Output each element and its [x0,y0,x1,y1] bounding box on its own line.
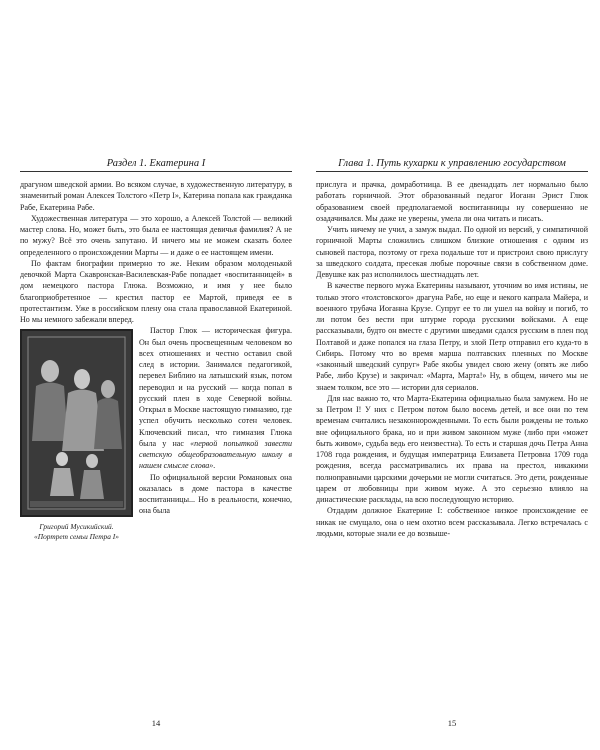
family-portrait-illustration [22,331,131,515]
portrait-figure [20,329,133,541]
paragraph: прислуга и прачка, домработница. В ее двенадцать лет нормально было работать горничной. Этот образованный педагог Иоганн Эрист Глюк образованием своей предполагаемой воспитанницы ну совершенно не озадачивался. Мы даже не уверены, умела ли она читать и писать. [316,180,588,223]
caption-author: Григорий Мусикийский. [39,522,114,532]
left-page-text [20,179,292,541]
page-number-right: 15 [447,718,457,728]
paragraph: Учить ничему не учил, а замуж выдал. По одной из версий, у симпатичной горничной Марты сложились слишком близкие отношения с одним из сыновей пастора, поэтому от греха подальше тот и пристроил свою прислугу за шведского солдата, пресекая любые порочные связи в собственном доме. Девушке как раз исполнилось шестнадцать лет. [316,225,588,279]
running-head-left: Раздел 1. Екатерина I [20,158,292,172]
quote: «первой попыткой завести светскую общеобразовательную школу в нашем смысле слова». [139,438,292,471]
page-number-left: 14 [151,718,161,728]
right-page-text [316,179,588,539]
running-head-right: Глава 1. Путь кухарки к управлению государством [316,158,588,172]
paragraph: В качестве первого мужа Екатерины называют, уточним во имя истины, не только этого «толстовского» драгуна Рабе, но еще и некого капрала Майера, и военного трубача Иоганна Крузе. Супруг ее то ли ушел на войну и погиб, то ли потом без вести при штурме города русскими войсками. А еще рассказывали, будто он вместе с другими шведами сдался русским в плен под Полтавой и даже попался на глаза Петру, и злой Петр отправил его куда-то в Сибирь. Потому что во время марша полтавских пленных по Москве «законный шведский супруг» Рабе якобы увидел свою жену (опять же либо Рабе, либо Крузе) и закричал: «Марта, Марта!» Ну, в общем, ничего мы не знаем толком, все это — истории для сериалов. [316,281,588,392]
caption-title: «Портрет семьи Петра I» [34,531,119,541]
paragraph: драгуном шведской армии. Во всяком случае, в художественную литературу, в знаменитый роман Алексея Толстого «Петр I», Катерина попала как гражданка Рабе, Екатерина Рабе. [20,180,292,212]
portrait-image [20,329,133,517]
paragraph: По фактам биографии примерно то же. Неким образом молоденькой девочкой Марта Скавронская-Василевская-Рабе попадает «воспитанницей» в дом немецкого пастора Глюка. Возможно, и имя у нее было благоприобретенное — крестил пастор ее Мартой, приведя ее в протестантизм. Уже в российском плену она стала православной Екатериной. Но мы немного забежали вперед. [20,258,292,324]
paragraph-text: Пастор Глюк — историческая фигура. Он был очень просвещенным человеком во всех отношениях и честно оставил свой след в истории. Занимался педагогикой, перевел Библию на латышский язык, потом переводил и на русский — когда попал в русский плен в ходе Северной войны. Открыл в Москве настоящую гимназию, где успел обучить несколько сотен человек. Ключевский писал, что гимназия Глюка была у нас [139,326,292,448]
right-page [316,158,588,728]
paragraph: По официальной версии Романовых она оказалась в доме пастора в качестве воспитанницы... Но в реальности, конечно, она была [139,472,292,516]
portrait-caption [20,522,133,541]
paragraph: Художественная литература — это хорошо, а Алексей Толстой — великий мастер слова. Но, может быть, это была ее настоящая девичья фамилия? А не по мужу? Всё это очень запутано. И ничего мы не можем сказать более определенного о происхождении Марты — и даже о ее настоящем имени. [20,213,292,257]
paragraph: Для нас важно то, что Марта-Екатерина официально была замужем. Но не за Петром I! У них с Петром потом было восемь детей, и все они по тем временам считались незаконнорожденными. То есть были рождены не только вне официального брака, но и при живом законном муже (либо при «может быть живом», судьба ведь его неизвестна). То есть и старшая дочь Петра Анна 1708 года рождения, и будущая императрица Елизавета Петровна 1709 года рождения, всегда рассматривались их права на престол, никакими полноправными царскими дочерьми не могли считаться. Это дети, рожденные царем от любовницы при живом муже. А это серьезно влияло на династические расклады, на всю последующую историю. [316,393,588,504]
paragraph: Отдадим должное Екатерине I: собственное низкое происхождение ее никак не смущало, она о нем охотно всем рассказывала. Легко встречалась с людьми, которые знали ее до возвыше- [316,506,588,538]
left-page [20,158,292,728]
